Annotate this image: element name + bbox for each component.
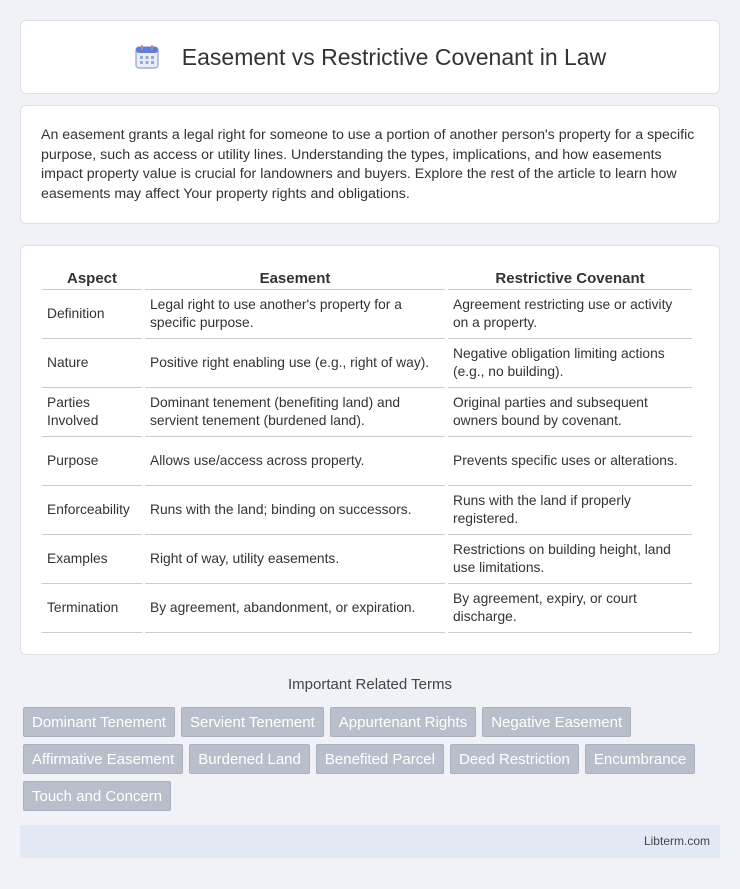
cell-easement: Legal right to use another's property for a specific purpose.	[145, 290, 445, 339]
column-header-covenant: Restrictive Covenant	[448, 268, 692, 290]
column-header-easement: Easement	[145, 268, 445, 290]
cell-aspect: Parties Involved	[42, 388, 142, 437]
cell-aspect: Examples	[42, 535, 142, 584]
calendar-icon	[134, 44, 160, 70]
tag-negative-easement[interactable]: Negative Easement	[482, 707, 631, 737]
cell-covenant: Negative obligation limiting actions (e.g., no building).	[448, 339, 692, 388]
cell-aspect: Definition	[42, 290, 142, 339]
cell-easement: Allows use/access across property.	[145, 437, 445, 486]
cell-covenant: Agreement restricting use or activity on a property.	[448, 290, 692, 339]
cell-covenant: Runs with the land if properly registered.	[448, 486, 692, 535]
comparison-card	[20, 245, 720, 655]
cell-aspect: Termination	[42, 584, 142, 633]
cell-easement: By agreement, abandonment, or expiration.	[145, 584, 445, 633]
cell-easement: Dominant tenement (benefiting land) and servient tenement (burdened land).	[145, 388, 445, 437]
related-terms-title: Important Related Terms	[288, 676, 452, 693]
cell-aspect: Purpose	[42, 437, 142, 486]
footer	[20, 825, 720, 858]
cell-covenant: By agreement, expiry, or court discharge.	[448, 584, 692, 633]
table-row	[42, 584, 692, 633]
table-row	[42, 535, 692, 584]
table-row	[42, 290, 692, 339]
column-header-aspect: Aspect	[42, 268, 142, 290]
tag-affirmative-easement[interactable]: Affirmative Easement	[23, 744, 183, 774]
cell-aspect: Enforceability	[42, 486, 142, 535]
cell-aspect: Nature	[42, 339, 142, 388]
intro-card	[20, 105, 720, 224]
tag-encumbrance[interactable]: Encumbrance	[585, 744, 696, 774]
header-card	[20, 20, 720, 94]
intro-text: An easement grants a legal right for someone to use a portion of another person's property for a specific purpose, such as access or utility lines. Understanding the types, implications, and how easements impact property value is crucial for landowners and buyers. Explore the rest of the article to learn how easements may affect Your property rights and obligations.	[41, 127, 695, 202]
tag-deed-restriction[interactable]: Deed Restriction	[450, 744, 579, 774]
table-header-row	[42, 268, 692, 290]
comparison-table	[39, 268, 695, 633]
cell-covenant: Prevents specific uses or alterations.	[448, 437, 692, 486]
footer-site-link[interactable]: Libterm.com	[643, 834, 710, 848]
tag-burdened-land[interactable]: Burdened Land	[189, 744, 310, 774]
cell-easement: Positive right enabling use (e.g., right of way).	[145, 339, 445, 388]
cell-covenant: Restrictions on building height, land use limitations.	[448, 535, 692, 584]
table-row	[42, 339, 692, 388]
page-title: Easement vs Restrictive Covenant in Law	[181, 43, 607, 70]
cell-easement: Right of way, utility easements.	[145, 535, 445, 584]
cell-easement: Runs with the land; binding on successors.	[145, 486, 445, 535]
related-terms-list	[23, 707, 723, 811]
tag-appurtenant-rights[interactable]: Appurtenant Rights	[330, 707, 476, 737]
table-row	[42, 437, 692, 486]
tag-dominant-tenement[interactable]: Dominant Tenement	[23, 707, 175, 737]
tag-benefited-parcel[interactable]: Benefited Parcel	[316, 744, 444, 774]
table-row	[42, 388, 692, 437]
table-row	[42, 486, 692, 535]
cell-covenant: Original parties and subsequent owners bound by covenant.	[448, 388, 692, 437]
tag-servient-tenement[interactable]: Servient Tenement	[181, 707, 324, 737]
tag-touch-and-concern[interactable]: Touch and Concern	[23, 781, 171, 811]
